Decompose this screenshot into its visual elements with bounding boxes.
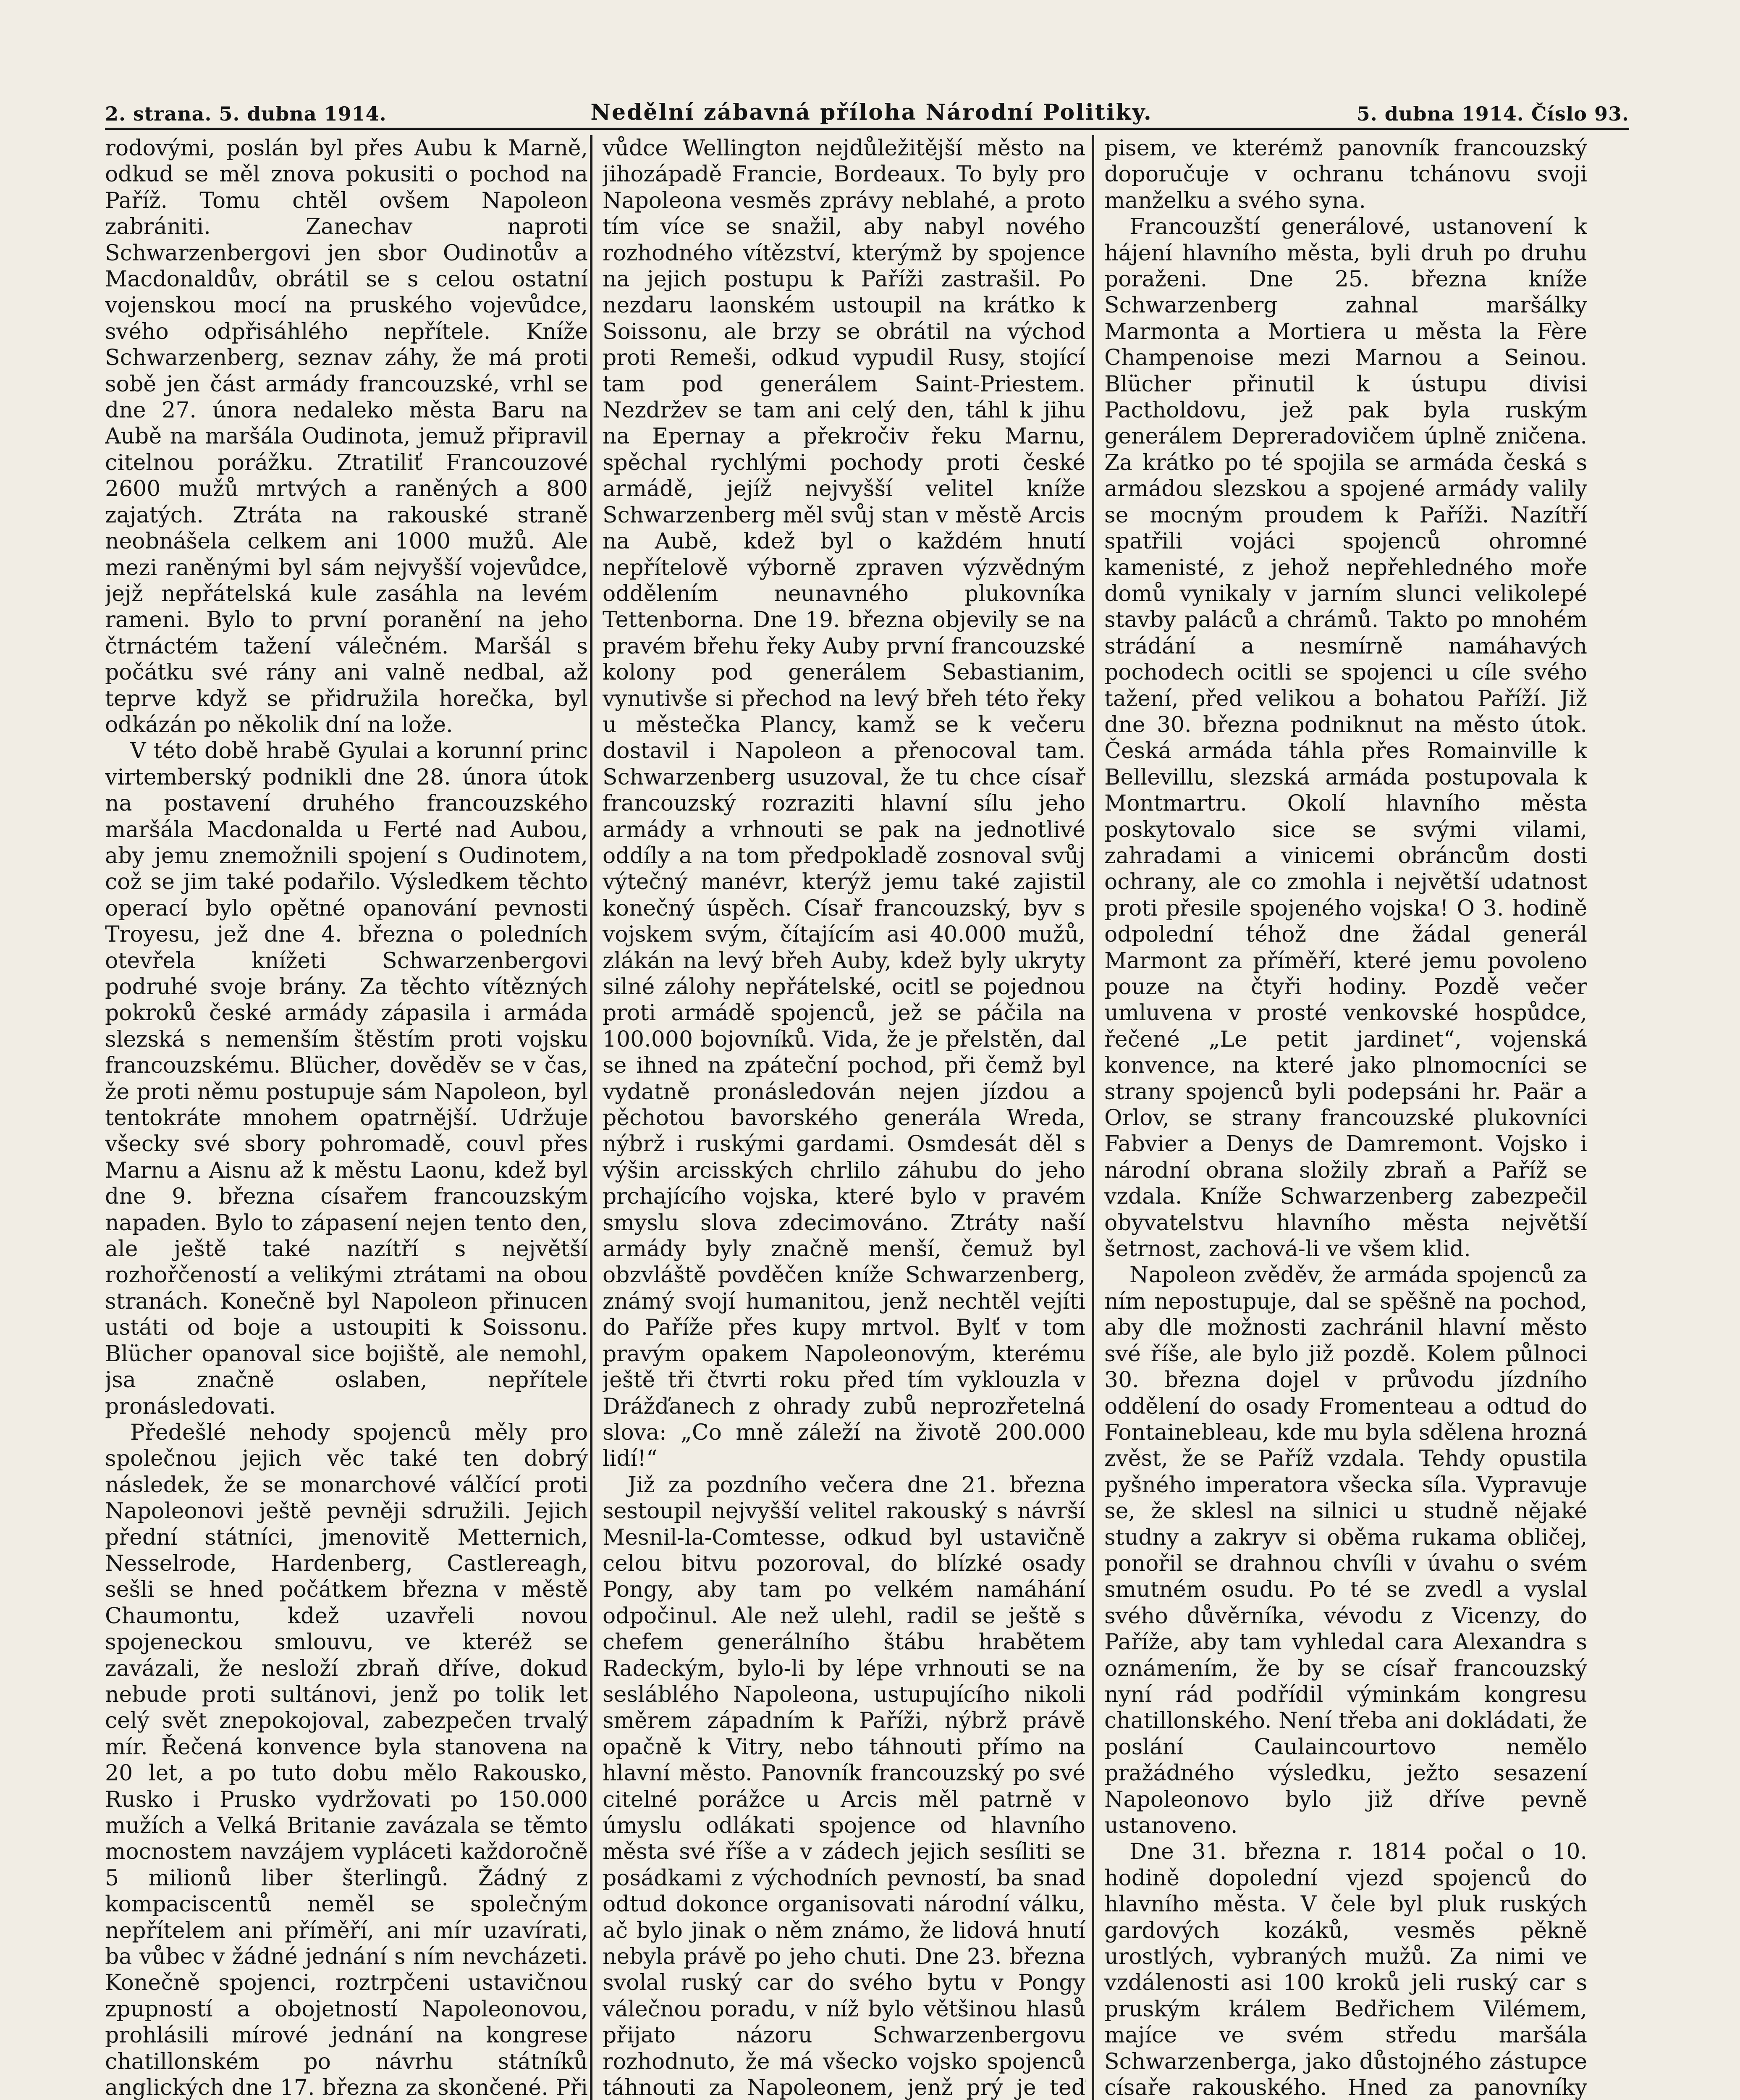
header-right: 5. dubna 1914. Číslo 93.: [1356, 102, 1629, 125]
paragraph: Předešlé nehody spojenců měly pro společnou jejich věc také ten dobrý následek, že se monarchové válčící proti Napoleonovi ještě pevněji sdružili. Jejich přední státníci, jmenovitě Metternich, Nesselrode, Hardenberg, Castlereagh, sešli se hned počátkem března v městě Chaumontu, kdež uzavřeli novou spojeneckou smlouvu, ve kteréž se zavázali, že nesloží zbraň dříve, dokud nebude proti sultánovi, jenž po tolik let celý svět znepokojoval, zabezpečen trvalý mír. Řečená konvence byla stanovena na 20 let, a po tuto dobu mělo Rakousko, Rusko i Prusko vydržovati po 150.000 mužích a Velká Britanie zavázala se těmto mocnostem navzájem vypláceti každoročně 5 milionů liber šterlingů. Žádný z kompaciscentů neměl se společným nepřítelem ani příměří, ani mír uzavírati, ba vůbec v žádné jednání s ním nevcházeti. Konečně spojenci, roztrpčeni ustavičnou zpupností a obojetností Napoleonovou, prohlásili mírové jednání na kongrese chatillonském po návrhu státníků anglických dne 17. března za skončené. Při: [105, 1420, 588, 2100]
text-column-3: [1104, 135, 1587, 2100]
text-column-1: [105, 135, 588, 2100]
paragraph: rodovými, poslán byl přes Aubu k Marně, odkud se měl znova pokusiti o pochod na Paříž. Tomu chtěl ovšem Napoleon zabrániti. Zanechav naproti Schwarzenbergovi jen sbor Oudinotův a Macdonaldův, obrátil se s celou ostatní vojenskou mocí na pruského vojevůdce, svého odpřisáhlého nepřítele. Kníže Schwarzenberg, seznav záhy, že má proti sobě jen část armády francouzské, vrhl se dne 27. února nedaleko města Baru na Aubě na maršála Oudinota, jemuž připravil citelnou porážku. Ztratiliť Francouzové 2600 mužů mrtvých a raněných a 800 zajatých. Ztráta na rakouské straně neobnášela celkem ani 1000 mužů. Ale mezi raněnými byl sám nejvyšší vojevůdce, jejž nepřátelská kule zasáhla na levém rameni. Bylo to první poranění na jeho čtrnáctém tažení válečném. Maršál s počátku své rány ani valně nedbal, až teprve když se přidružila horečka, byl odkázán po několik dní na lože.: [105, 136, 588, 738]
page-header: [105, 96, 1629, 125]
paragraph: pisem, ve kterémž panovník francouzský doporučuje v ochranu tchánovu svoji manželku a svého syna.: [1104, 136, 1587, 213]
text-column-2: [603, 135, 1085, 2100]
header-left: 2. strana. 5. dubna 1914.: [105, 102, 387, 125]
paragraph: vůdce Wellington nejdůležitější město na jihozápadě Francie, Bordeaux. To byly pro Napoleona vesměs zprávy neblahé, a proto tím více se snažil, aby nabyl nového rozhodného vítězství, kterýmž by spojence na jejich postupu k Paříži zastrašil. Po nezdaru laonském ustoupil na krátko k Soissonu, ale brzy se obrátil na východ proti Remeši, odkud vypudil Rusy, stojící tam pod generálem Saint-Priestem. Nezdržev se tam ani celý den, táhl k jihu na Epernay a překročiv řeku Marnu, spěchal rychlými pochody proti české armádě, jejíž nejvyšší velitel kníže Schwarzenberg měl svůj stan v městě Arcis na Aubě, kdež byl o každém hnutí nepřítelově výborně zpraven výzvědným oddělením neunavného plukovníka Tettenborna. Dne 19. března objevily se na pravém břehu řeky Auby první francouzské kolony pod generálem Sebastianim, vynutivše si přechod na levý břeh této řeky u městečka Plancy, kamž se k večeru dostavil i Napoleon a přenocoval tam. Schwarzenberg usuzoval, že tu chce císař francouzský rozraziti hlavní sílu jeho armády a vrhnouti se pak na jednotlivé oddíly a na tom předpokladě zosnoval svůj výtečný manévr, kterýž jemu také zajistil konečný úspěch. Císař francouzský, byv s vojskem svým, čítajícím asi 40.000 mužů, zlákán na levý břeh Auby, kdež byly ukryty silné zálohy nepřátelské, ocitl se pojednou proti armádě spojenců, jež se páčila na 100.000 bojovníků. Vida, že je přelstěn, dal se ihned na zpáteční pochod, při čemž byl vydatně pronásledován nejen jízdou a pěchotou bavorského generála Wreda, nýbrž i ruskými gardami. Osmdesát děl s výšin arcisských chrlilo záhubu do jeho prchajícího vojska, které bylo v pravém smyslu slova zdecimováno. Ztráty naší armády byly značně menší, čemuž byl obzvláště povděčen kníže Schwarzenberg, známý svojí humanitou, jenž nechtěl vejíti do Paříže přes kupy mrtvol. Bylť v tom pravým opakem Napoleonovým, kterému ještě tři čtvrti roku před tím vyklouzla v Drážďanech z ohrady zubů neprozřetelná slova: „Co mně záleží na životě 200.000 lidí!“: [603, 136, 1085, 1472]
column-divider: [590, 135, 592, 2100]
paragraph: Již za pozdního večera dne 21. března sestoupil nejvyšší velitel rakouský s návrší Mesnil-la-Comtesse, odkud byl ustavičně celou bitvu pozoroval, do blízké osady Pongy, aby tam po velkém namáhání odpočinul. Ale než ulehl, radil se ještě s chefem generálního štábu hrabětem Radeckým, bylo-li by lépe vrhnouti se na sesláblého Napoleona, ustupujícího nikoli směrem západním k Paříži, nýbrž právě opačně k Vitry, nebo táhnouti přímo na hlavní město. Panovník francouzský po své citelné porážce u Arcis měl patrně v úmyslu odlákati spojence od hlavního města své říše a v zádech jejich sesíliti se posádkami z východních pevností, ba snad odtud dokonce organisovati národní válku, ač bylo jinak o něm známo, že lidová hnutí nebyla právě po jeho chuti. Dne 23. března svolal ruský car do svého bytu v Pongy válečnou poradu, v níž bylo většinou hlasů přijato názoru Schwarzenbergovu rozhodnuto, že má všecko vojsko spojenců táhnouti za Napoleonem, jenž prý je teď: [603, 1472, 1085, 2100]
paragraph: Napoleon zvěděv, že armáda spojenců za ním nepostupuje, dal se spěšně na pochod, aby dle možnosti zachránil hlavní město své říše, ale bylo již pozdě. Kolem půlnoci 30. března dojel v průvodu jízdního oddělení do osady Fromenteau a odtud do Fontainebleau, kde mu byla sdělena hrozná zvěst, že se Paříž vzdala. Tehdy opustila pyšného imperatora všecka síla. Vypravuje se, že sklesl na silnici u studně nějaké studny a zakryv si oběma rukama obličej, ponořil se drahnou chvíli v úvahu o svém smutném osudu. Po té se zvedl a vyslal svého důvěrníka, vévodu z Vicenzy, do Paříže, aby tam vyhledal cara Alexandra s oznámením, že by se císař francouzský nyní rád podřídil výminkám kongresu chatillonského. Není třeba ani dokládati, že poslání Caulaincourtovo nemělo pražádného výsledku, ježto sesazení Napoleonovo bylo již dříve pevně ustanoveno.: [1104, 1263, 1587, 1838]
column-divider: [1092, 135, 1094, 2100]
paragraph: V této době hrabě Gyulai a korunní princ virtemberský podnikli dne 28. února útok na postavení druhého francouzského maršála Macdonalda u Ferté nad Aubou, aby jemu znemožnili spojení s Oudinotem, což se jim také podařilo. Výsledkem těchto operací bylo opětné opanování pevnosti Troyesu, jež dne 4. března o poledních otevřela knížeti Schwarzenbergovi podruhé svoje brány. Za těchto vítězných pokroků české armády zápasila i armáda slezská s nemenším štěstím proti vojsku francouzskému. Blücher, dověděv se v čas, že proti němu postupuje sám Napoleon, byl tentokráte mnohem opatrnější. Udržuje všecky své sbory pohromadě, couvl přes Marnu a Aisnu až k městu Laonu, kdež byl dne 9. března císařem francouzským napaden. Bylo to zápasení nejen tento den, ale ještě také nazítří s největší rozhořčeností a velikými ztrátami na obou stranách. Konečně byl Napoleon přinucen ustáti od boje a ustoupiti k Soissonu. Blücher opanoval sice bojiště, ale nemohl, jsa značně oslaben, nepřítele pronásledovati.: [105, 738, 588, 1419]
header-title: Nedělní zábavná příloha Národní Politiky.: [590, 100, 1153, 125]
paragraph: Dne 31. března r. 1814 počal o 10. hodině dopolední vjezd spojenců do hlavního města. V čele byl pluk ruských gardových kozáků, vesměs pěkně urostlých, vybraných mužů. Za nimi ve vzdálenosti asi 100 kroků jeli ruský car s pruským králem Bedřichem Vilémem, majíce ve svém středu maršála Schwarzenberga, jako důstojného zástupce císaře rakouského. Hned za panovníky: [1104, 1839, 1587, 2100]
paragraph: Francouzští generálové, ustanovení k hájení hlavního města, byli druh po druhu poraženi. Dne 25. března kníže Schwarzenberg zahnal maršálky Marmonta a Mortiera u města la Fère Champenoise mezi Marnou a Seinou. Blücher přinutil k ústupu divisi Pactholdovu, jež pak byla ruským generálem Depreradovičem úplně zničena. Za krátko po té spojila se armáda česká s armádou slezskou a spojené armády valily se mocným proudem k Paříži. Nazítří spatřili vojáci spojenců ohromné kamenisté, z jehož nepřehledného moře domů vynikaly v jarním slunci velikolepé stavby paláců a chrámů. Takto po mnohém strádání a nesmírně namáhavých pochodech ocitli se spojenci u cíle svého tažení, před velikou a bohatou Paříží. Již dne 30. března podniknut na město útok. Česká armáda táhla přes Romainville k Bellevillu, slezská armáda postupovala k Montmartru. Okolí hlavního města poskytovalo sice se svými vilami, zahradami a vinicemi obráncům dosti ochrany, ale co zmohla i největší udatnost proti přesile spojeného vojska! O 3. hodině odpolední téhož dne žádal generál Marmont za příměří, které jemu povoleno pouze na čtyři hodiny. Pozdě večer umluvena v prosté venkovské hospůdce, řečené „Le petit jardinet“, vojenská konvence, na které jako plnomocníci se strany spojenců byli podepsáni hr. Paär a Orlov, se strany francouzské plukovníci Fabvier a Denys de Damremont. Vojsko i národní obrana složily zbraň a Paříž se vzdala. Kníže Schwarzenberg zabezpečil obyvatelstvu hlavního města největší šetrnost, zachová-li ve všem klid.: [1104, 214, 1587, 1262]
header-rule: [105, 128, 1629, 130]
